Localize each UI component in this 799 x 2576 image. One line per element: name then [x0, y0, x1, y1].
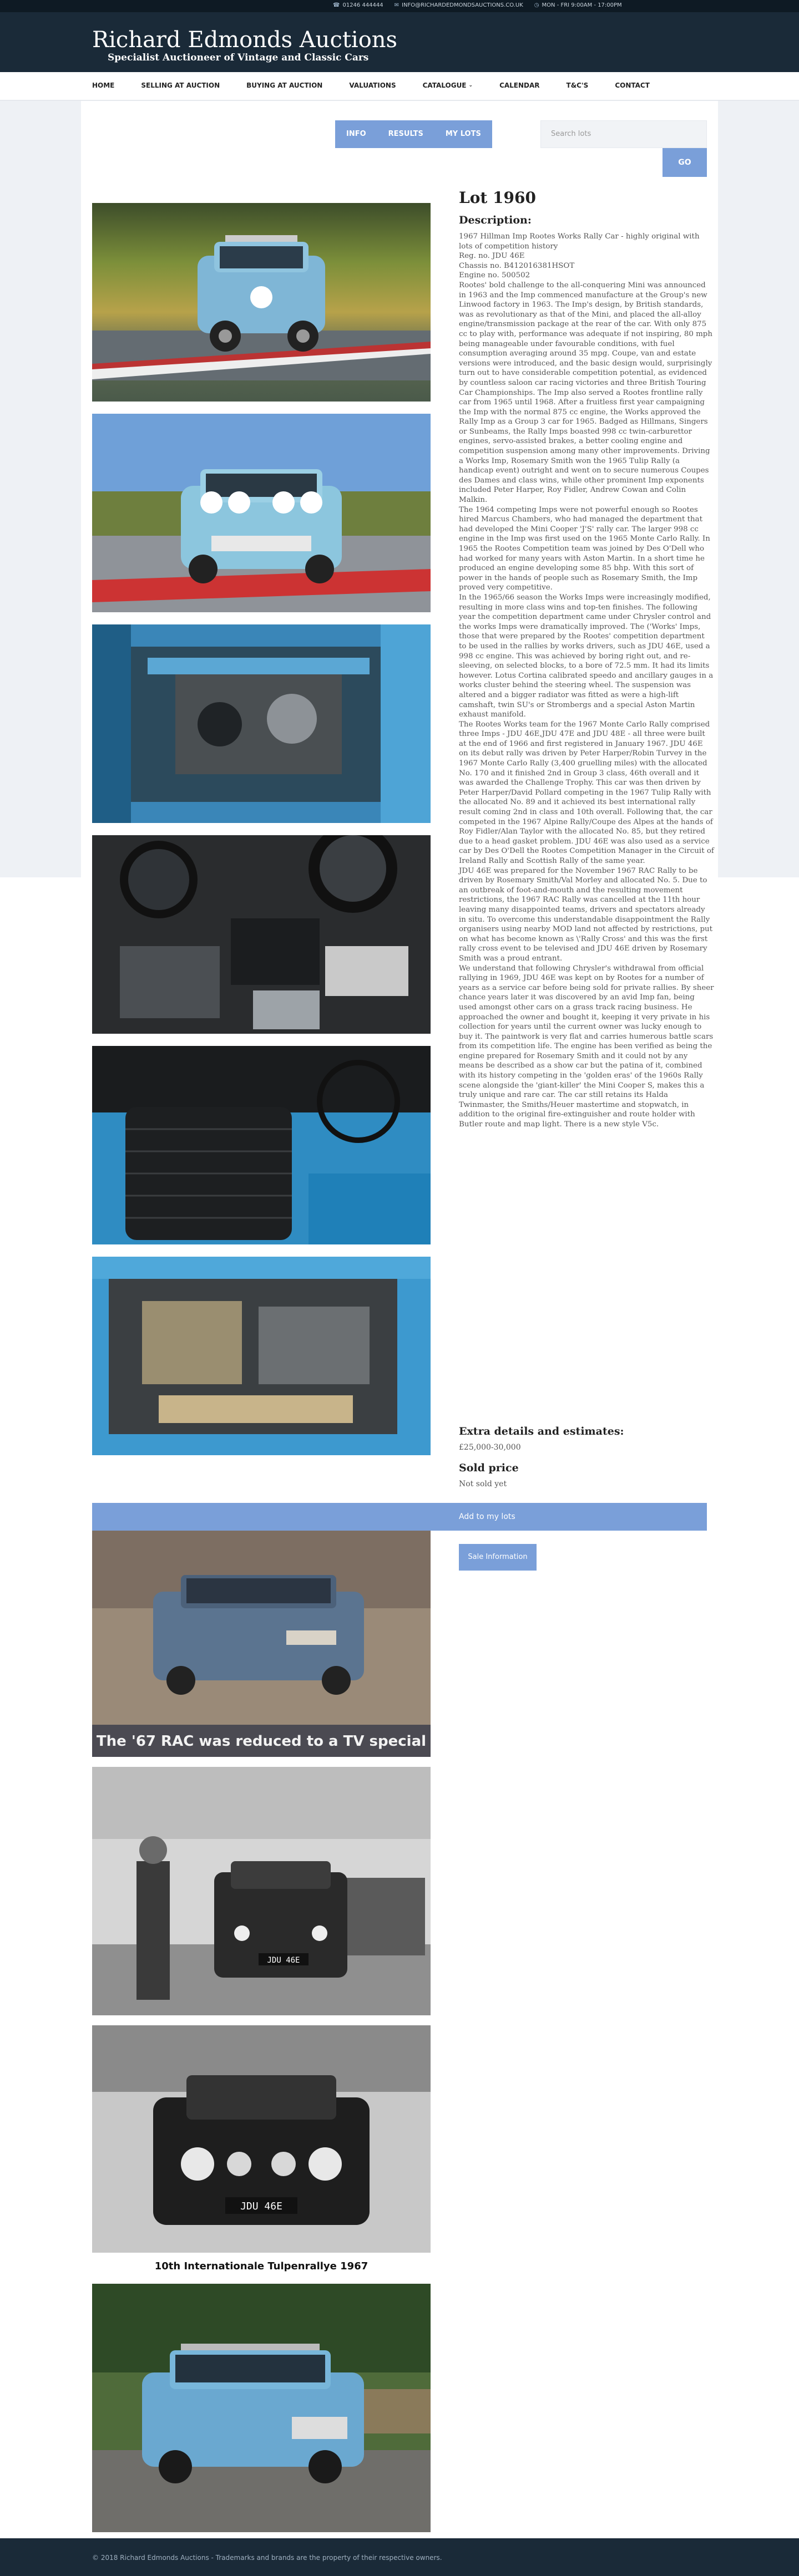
description-line: Reg. no. JDU 46E	[459, 252, 525, 261]
sale-information-button[interactable]: Sale Information	[459, 1544, 537, 1571]
lot-description	[459, 232, 714, 1130]
description-paragraph: JDU 46E was prepared for the November 1967 RAC Rally to be driven by Rosemary Smith/Val Morley and allocated No. 5. Due to an outbreak of foot-and-mouth and the resulting movement restrictions, the 1967 RAC Rally was cancelled at the 11th hour leaving many disappointed teams, drivers and spectators already in situ. To overcome this understandable disappointment the Rally organisers using nearby MOD land not affected by restrictions, put on what has become known as \'Rally Cross' and this was the first rally cross event to be televised and JDU 46E driven by Rosemary Smith was a proud entrant.	[459, 866, 713, 963]
clock-icon: ◷	[534, 2, 539, 8]
search-input[interactable]: Search lots	[540, 120, 707, 148]
nav-buying-at-auction[interactable]: BUYING AT AUCTION	[246, 82, 323, 89]
photo-caption-7: The '67 RAC was reduced to a TV special	[96, 1733, 427, 1750]
search-go-button[interactable]: GO	[663, 148, 707, 177]
lot-tabs	[335, 120, 492, 148]
nav-home[interactable]: HOME	[92, 82, 115, 89]
description-paragraph: The 1964 competing Imps were not powerful enough so Rootes hired Marcus Chambers, who had managed the department that had developed the Mini Cooper 'J'S' rally car. The larger 998 cc engine in the Imp was first used on the 1965 Monte Carlo Rally. In 1965 the Rootes Competition team was joined by Des O'Dell who had worked for many years with Aston Martin. In a short time he produced an engine developing some 85 bhp. With this sort of power in the hands of people such as Rosemary Smith, the Imp proved very competitive.	[459, 505, 710, 592]
photo-caption-9: 10th Internationale Tulpenrallye 1967	[154, 2260, 368, 2272]
nav-contact[interactable]: CONTACT	[615, 82, 650, 89]
description-line: Engine no. 500502	[459, 271, 530, 280]
add-to-lots-bar	[92, 1503, 707, 1531]
description-paragraph: Rootes' bold challenge to the all-conquering Mini was announced in 1963 and the Imp commenced manufacture at the Group's new Linwood factory in 1963. The Imp's design, by British standards, was as revolutionary as that of the Mini, and placed the all-alloy engine/transmission package at the rear of the car. With only 875 cc to play with, performance was adequate if not inspiring, 80 mph being manageable under favourable conditions, with fuel consumption averaging around 35 mpg. Coupe, van and estate versions were introduced, and the basic design would, surprisingly turn out to have considerable competition potential, as evidenced by countless saloon car racing victories and three British Touring Car Championships. The Imp also served a Rootes frontline rally car from 1965 until 1968. After a fruitless first year campaigning the Imp with the normal 875 cc engine, the Works approved the Rally Imp as a Group 3 car for 1965. Badged as Hillmans, Singers or Sunbeams, the Rally Imps boasted 998 cc twin-carburettor engines, servo-assisted brakes, a better cooling engine and competition suspension among many other improvements. Driving a Works Imp, Rosemary Smith won the 1965 Tulip Rally (a handicap event) outright and went on to secure numerous Coupes des Dames and class wins, while other prominent Imp exponents included Peter Harper, Roy Fidler, Andrew Cowan and Colin Malkin.	[459, 281, 713, 505]
svg-text:JDU 46E: JDU 46E	[240, 2201, 282, 2212]
phone-icon: ☎	[333, 2, 340, 8]
site-name: Richard Edmonds Auctions	[92, 27, 398, 53]
description-line: 1967 Hillman Imp Rootes Works Rally Car - highly original with lots of competition history	[459, 232, 700, 251]
lot-photo-7[interactable]	[92, 1508, 431, 1757]
lot-photo-10[interactable]	[92, 2284, 431, 2532]
site-logo[interactable]	[92, 28, 397, 63]
chevron-down-icon: ⌄	[468, 83, 473, 88]
sold-price-value: Not sold yet	[459, 1480, 507, 1488]
top-bar-email[interactable]: ✉ INFO@RICHARDEDMONDSAUCTIONS.CO.UK	[394, 2, 523, 8]
nav-calendar[interactable]: CALENDAR	[499, 82, 540, 89]
tab-info[interactable]: INFO	[346, 130, 366, 138]
lot-photo-3[interactable]	[92, 624, 431, 823]
lot-photo-8[interactable]	[92, 1767, 431, 2015]
lot-photo-1[interactable]	[92, 203, 431, 402]
extra-details-heading: Extra details and estimates:	[459, 1425, 624, 1437]
site-footer	[0, 2538, 799, 2576]
sold-price-heading: Sold price	[459, 1462, 519, 1474]
nav-selling-at-auction[interactable]: SELLING AT AUCTION	[141, 82, 220, 89]
add-to-my-lots-button[interactable]: Add to my lots	[459, 1512, 515, 1521]
lot-photo-5[interactable]	[92, 1046, 431, 1244]
lot-title: Lot 1960	[459, 189, 536, 207]
top-bar	[0, 0, 799, 12]
description-paragraph: The Rootes Works team for the 1967 Monte Carlo Rally comprised three Imps - JDU 46E,JDU 47E and JDU 48E - all three were built at the end of 1966 and first registered in January 1967. JDU 46E on its debut rally was driven by Peter Harper/Robin Turvey in the 1967 Monte Carlo Rally (3,400 gruelling miles) with the allocated No. 170 and it finished 2nd in Group 3 class, 46th overall and it was awarded the Challenge Trophy. This car was then driven by Peter Harper/David Pollard competing in the 1967 Tulip Rally with the allocated No. 89 and it achieved its best international rally result coming 2nd in class and 10th overall. Following that, the car competed in the 1967 Alpine Rally/Coupe des Alpes at the hands of Roy Fidler/Alan Taylor with the allocated No. 85, but they retired due to a head gasket problem. JDU 46E was also used as a service car by Des O'Dell the Rootes Competition Manager in the Circuit of Ireland Rally and Scottish Rally of the same year.	[459, 720, 714, 865]
estimate-value: £25,000-30,000	[459, 1443, 521, 1452]
photo-caption-8: JDU 46E	[267, 1956, 300, 1965]
nav-terms[interactable]: T&C'S	[566, 82, 589, 89]
envelope-icon: ✉	[394, 2, 400, 8]
nav-catalogue[interactable]: CATALOGUE ⌄	[422, 82, 473, 89]
lot-photo-6[interactable]	[92, 1257, 431, 1455]
description-paragraph: We understand that following Chrysler's withdrawal from official rallying in 1969, JDU 46E was kept on by Rootes for a number of years as a service car before being sold for private rallies. By sheer chance years later it was discovered by an avid Imp fan, being used amongst other cars on a grass track racing business. He approached the owner and bought it, keeping it very private in his collection for years until the current owner was lucky enough to buy it. The paintwork is very flat and carries humerous battle scars from its competition life. The engine has been verified as being the engine prepared for Rosemary Smith and it could not by any means be described as a show car but the patina of it, combined with its history competing in the 'golden eras' of the 1960s Rally scene alongside the 'giant-killer' the Mini Cooper S, makes this a truly unique and rare car. The car still retains its Halda Twinmaster, the Smiths/Heuer mastertime and stopwatch, in addition to the original fire-extinguisher and route holder with Butler route and map light. There is a new style V5c.	[459, 964, 714, 1129]
footer-copyright: © 2018 Richard Edmonds Auctions - Trademarks and brands are the property of their respective owners.	[92, 2554, 442, 2562]
top-bar-hours: ◷ MON - FRI 9:00AM - 17:00PM	[534, 2, 622, 8]
nav-valuations[interactable]: VALUATIONS	[349, 82, 396, 89]
description-heading: Description:	[459, 214, 532, 226]
top-bar-phone[interactable]: ☎ 01246 444444	[333, 2, 383, 8]
description-paragraph: In the 1965/66 season the Works Imps were increasingly modified, resulting in more class wins and top-ten finishes. The following year the competition department came under Chrysler control and the works Imps were dramatically improved. The ('Works' Imps, those that were prepared by the Rootes' competition department to be used in the rallies by works drivers, such as JDU 46E, used a 998 cc engine. This was achieved by boring right out, and re-sleeving, on selected blocks, to a bore of 72.5 mm. It had its limits however. Lotus Cortina calibrated speedo and ancillary gauges in a works cluster behind the steering wheel. The suspension was altered and a bigger radiator was fitted as were a high-lift camshaft, twin SU's or Strombergs and a special Aston Martin exhaust manifold.	[459, 593, 714, 719]
tab-results[interactable]: RESULTS	[388, 130, 423, 138]
lot-photo-4[interactable]	[92, 835, 431, 1034]
site-tagline: Specialist Auctioneer of Vintage and Classic Cars	[108, 52, 369, 63]
description-line: Chassis no. B412016381HSOT	[459, 261, 575, 270]
lot-photo-9[interactable]	[92, 2025, 431, 2274]
tab-my-lots[interactable]: MY LOTS	[445, 130, 481, 138]
lot-photo-2[interactable]	[92, 414, 431, 612]
main-nav	[0, 72, 799, 101]
site-header	[0, 12, 799, 72]
